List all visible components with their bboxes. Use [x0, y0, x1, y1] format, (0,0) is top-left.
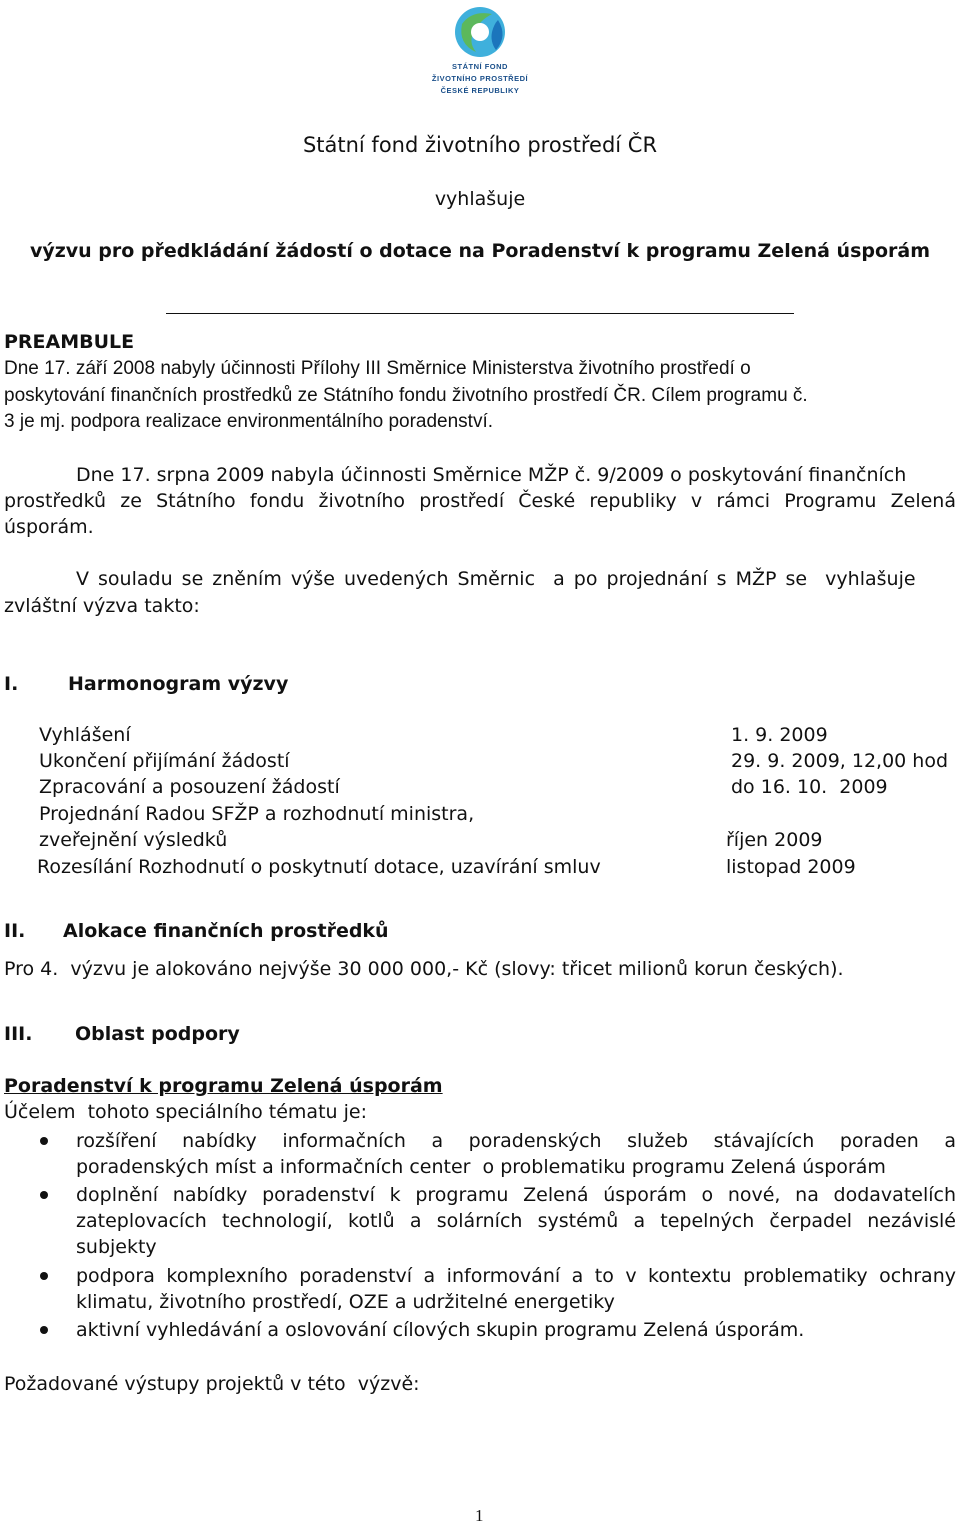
section3-title: Oblast podpory: [75, 1023, 240, 1045]
page-number: 1: [475, 1506, 484, 1525]
bullet-4-line1: aktivní vyhledávání a oslovování cílových skupin programu Zelená úsporám.: [76, 1319, 805, 1341]
bullet-3-line1: podpora komplexního poradenství a informování a to v kontextu problematiky ochrany: [76, 1265, 956, 1287]
section3-subheading: Poradenství k programu Zelená úsporám: [4, 1075, 443, 1097]
preamble-p3-line1: V souladu se zněním výše uvedených Směrnic a po projednání s MŽP se vyhlašuje: [76, 568, 916, 590]
logo-text-3: ČESKÉ REPUBLIKY: [440, 86, 520, 95]
bullet-2-line2: zateplovacích technologií, kotlů a solárních systémů a tepelných čerpadel nezávislé: [76, 1210, 956, 1232]
announces-text: vyhlašuje: [434, 188, 526, 210]
schedule-label-3: Zpracování a posouzení žádostí: [39, 776, 340, 798]
section3-number: III.: [4, 1023, 33, 1045]
schedule-value-1: 1. 9. 2009: [731, 724, 828, 746]
schedule-value-3: do 16. 10. 2009: [731, 776, 888, 798]
logo-text-1: STÁTNÍ FOND: [452, 62, 508, 71]
section1-title: Harmonogram výzvy: [68, 673, 289, 695]
logo: [410, 2, 550, 100]
schedule-label-5: zveřejnění výsledků: [39, 829, 228, 851]
preamble-p1-line3: 3 je mj. podpora realizace environmentálního poradenství.: [4, 411, 494, 432]
preamble-p1-line2: poskytování finančních prostředků ze Státního fondu životního prostředí ČR. Cílem programu č.: [4, 385, 808, 406]
preamble-p2-line1: Dne 17. srpna 2009 nabyla účinnosti Směrnice MŽP č. 9/2009 o poskytování finančních: [76, 464, 907, 486]
bullet-marker-1: [40, 1137, 48, 1145]
preamble-p2-line2: prostředků ze Státního fondu životního prostředí České republiky v rámci Programu Zelená: [4, 490, 956, 512]
schedule-value-2: 29. 9. 2009, 12,00 hod: [731, 750, 949, 772]
section1-number: I.: [4, 673, 19, 695]
bullet-marker-3: [40, 1272, 48, 1280]
schedule-label-2: Ukončení přijímání žádostí: [39, 750, 290, 772]
page-title: Státní fond životního prostředí ČR: [302, 133, 658, 157]
bullet-2-line3: subjekty: [76, 1236, 157, 1258]
divider-line: [166, 313, 794, 314]
preamble-p3-line2: zvláštní výzva takto:: [4, 595, 200, 617]
schedule-label-4: Projednání Radou SFŽP a rozhodnutí ministra,: [39, 803, 475, 825]
schedule-label-6: Rozesílání Rozhodnutí o poskytnutí dotace, uzavírání smluv: [37, 856, 601, 878]
preamble-p2-line3: úsporám.: [4, 516, 94, 538]
required-outputs: Požadované výstupy projektů v této výzvě:: [4, 1373, 420, 1395]
bullet-1-line1: rozšíření nabídky informačních a poradenských služeb stávajících poraden a: [76, 1130, 956, 1152]
logo-emblem: [410, 2, 550, 62]
bullet-marker-2: [40, 1191, 48, 1199]
section2-title: Alokace finančních prostředků: [63, 920, 389, 942]
section2-number: II.: [4, 920, 26, 942]
preamble-p1-line1: Dne 17. září 2008 nabyly účinnosti Přílohy III Směrnice Ministerstva životního prostředí o: [4, 358, 751, 379]
section3-intro: Účelem tohoto speciálního tématu je:: [4, 1101, 367, 1123]
preamble-heading: PREAMBULE: [4, 331, 135, 353]
call-subtitle: výzvu pro předkládání žádostí o dotace na Poradenství k programu Zelená úsporám: [29, 240, 931, 262]
bullet-2-line1: doplnění nabídky poradenství k programu Zelená úsporám o nové, na dodavatelích: [76, 1184, 956, 1206]
schedule-label-1: Vyhlášení: [39, 724, 131, 746]
schedule-value-5: říjen 2009: [726, 829, 823, 851]
allocation-text: Pro 4. výzvu je alokováno nejvýše 30 000 000,- Kč (slovy: třicet milionů korun českých).: [4, 958, 844, 980]
bullet-marker-4: [40, 1326, 48, 1334]
bullet-1-line2: poradenských míst a informačních center o problematiku programu Zelená úsporám: [76, 1156, 886, 1178]
bullet-3-line2: klimatu, životního prostředí, OZE a udržitelné energetiky: [76, 1291, 615, 1313]
schedule-value-6: listopad 2009: [726, 856, 856, 878]
logo-text-2: ŽIVOTNÍHO PROSTŘEDÍ: [431, 74, 529, 83]
